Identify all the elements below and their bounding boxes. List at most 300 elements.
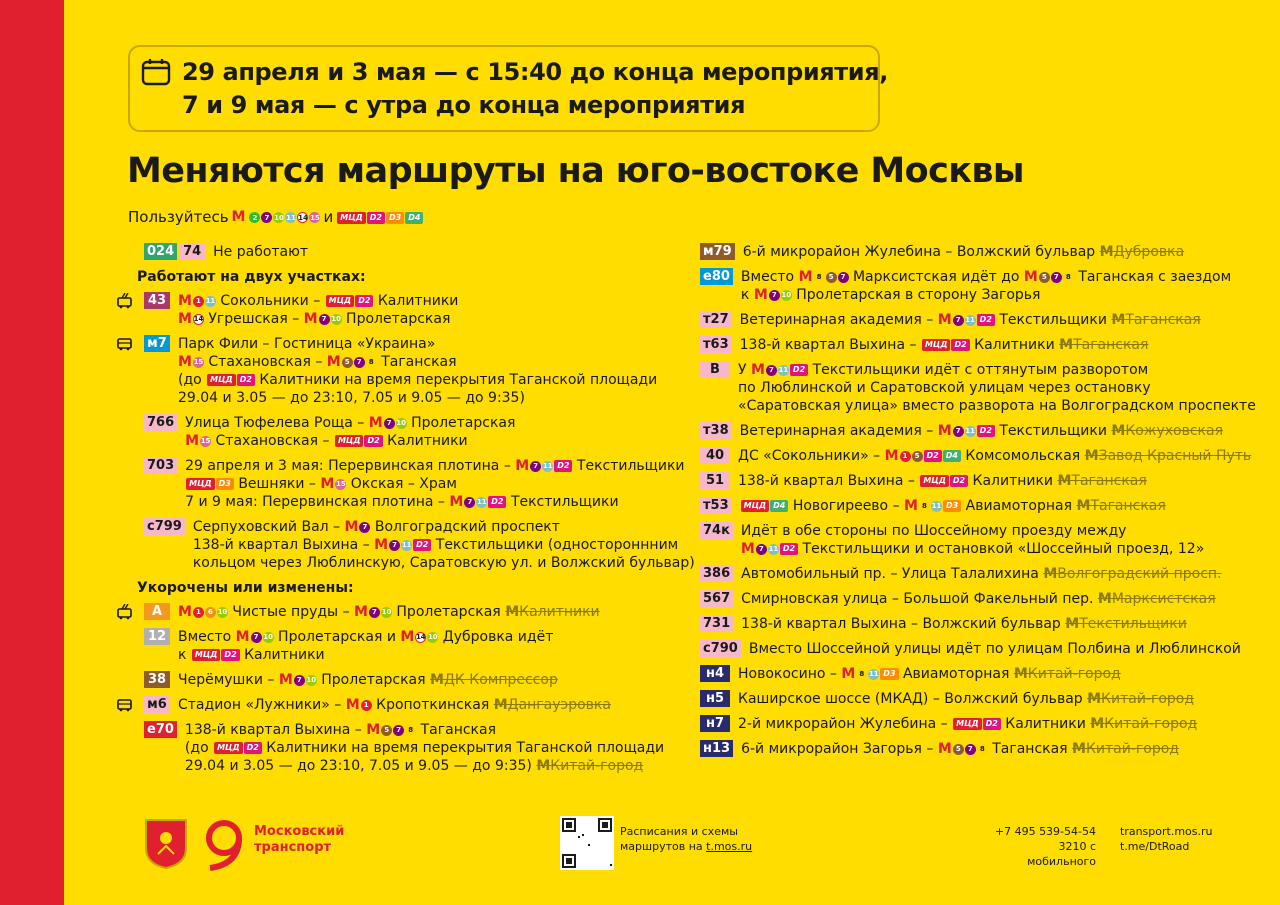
metro-line-11-icon: 11 xyxy=(965,427,976,435)
metro-line-8-icon: 8 xyxy=(1063,272,1074,283)
metro-line-10-icon: 10 xyxy=(306,676,317,684)
route-line: (до МЦД D2 Калитники на время перекрытия Таганской площади xyxy=(178,372,658,388)
mcd-d2-icon: D2 xyxy=(355,295,373,307)
route-row xyxy=(698,522,1273,558)
red-side-band xyxy=(0,0,64,905)
route-badge: В xyxy=(700,361,730,378)
route-line: Идёт в обе стороны по Шоссейному проезду между xyxy=(740,523,1127,539)
route-row xyxy=(698,472,1273,490)
route-badge: т63 xyxy=(700,336,732,353)
metro-line-5-icon: 5 xyxy=(826,272,837,283)
route-badge: 74к xyxy=(700,522,733,539)
metro-logo-icon: M xyxy=(937,312,952,328)
route-row xyxy=(116,721,696,775)
section-shortened: Укорочены или изменены: xyxy=(137,580,354,596)
mcd-d2-icon: D2 xyxy=(790,364,808,376)
metro-line-11-icon: 11 xyxy=(868,670,879,678)
route-line: M 15 Стахановская – МЦД D2 Калитники xyxy=(185,433,468,449)
tmos-link[interactable]: t.mos.ru xyxy=(706,840,753,853)
route-description xyxy=(741,590,1273,608)
mcd-d2-icon: D2 xyxy=(367,212,385,224)
route-badge: м79 xyxy=(700,243,735,260)
route-description xyxy=(741,615,1273,633)
route-badge: е70 xyxy=(144,721,177,738)
route-badge: н5 xyxy=(700,690,730,707)
metro-line-7-icon: 7 xyxy=(1051,272,1062,283)
route-line: 138-й квартал Выхина – МЦД D2 Калитники MТаганская xyxy=(738,473,1147,489)
trolleybus-icon xyxy=(116,293,134,309)
metro-line-11-icon: 11 xyxy=(401,541,412,549)
mcd-d2-icon: D2 xyxy=(950,475,968,487)
route-badge-024: 024 xyxy=(144,243,177,260)
cancelled-stop: Кожуховская xyxy=(1125,423,1224,439)
metro-line-7-icon: 7 xyxy=(319,314,330,325)
metro-logo-icon: M xyxy=(753,287,768,303)
cancelled-stop: Марксистская xyxy=(1111,591,1216,607)
metro-line-7-icon: 7 xyxy=(953,315,964,326)
date-line-1: 29 апреля и 3 мая — с 15:40 до конца мероприятия, xyxy=(182,58,888,86)
moscow-transport-logo-icon xyxy=(200,818,246,872)
mcd-d4-icon: D4 xyxy=(770,500,788,512)
route-description xyxy=(193,518,696,572)
metro-logo-icon: M xyxy=(235,629,250,645)
metro-line-15-icon: 15 xyxy=(200,437,211,445)
cancelled-stop: Китай-город xyxy=(1101,691,1195,707)
metro-logo-icon: M xyxy=(493,697,508,713)
metro-logo-icon: M xyxy=(1097,591,1112,607)
route-badge: 731 xyxy=(700,615,733,632)
metro-line-8-icon: 8 xyxy=(856,669,867,680)
metro-line-7-icon: 7 xyxy=(294,675,305,686)
route-badge: 51 xyxy=(700,472,730,489)
route-row xyxy=(698,690,1273,708)
calendar-icon xyxy=(141,57,171,87)
metro-logo-icon: M xyxy=(1065,616,1080,632)
mcd-d2-icon: D2 xyxy=(924,450,942,462)
mcd-d3-icon: D3 xyxy=(216,478,234,490)
metro-logo-icon: M xyxy=(798,269,813,285)
route-badge: 386 xyxy=(700,565,733,582)
metro-line-5-icon: 5 xyxy=(953,744,964,755)
metro-logo-icon: M xyxy=(1111,312,1126,328)
metro-logo-icon: M xyxy=(303,311,318,327)
section-two-parts: Работают на двух участках: xyxy=(137,269,366,285)
route-badge: 766 xyxy=(144,414,177,431)
mcd-d2-icon: D2 xyxy=(364,435,382,447)
metro-line-14-icon: 14 xyxy=(298,213,308,222)
metro-logo-icon: M xyxy=(178,311,192,327)
metro-logo-icon: M xyxy=(400,629,415,645)
qr-line-1: Расписания и схемы xyxy=(620,825,738,838)
metro-line-7-icon: 7 xyxy=(756,544,767,555)
metro-logo-icon: M xyxy=(904,498,918,514)
route-description xyxy=(178,603,696,621)
metro-logo-icon: M xyxy=(841,666,856,682)
mcd-мцд-icon: МЦД xyxy=(186,478,215,490)
metro-logo-icon: M xyxy=(1072,741,1086,757)
metro-line-10-icon: 10 xyxy=(263,633,273,641)
route-description xyxy=(178,671,696,689)
mcd-мцд-icon: МЦД xyxy=(337,212,366,224)
route-row xyxy=(698,715,1273,733)
metro-line-1-icon: 1 xyxy=(193,296,204,307)
metro-line-1-icon: 1 xyxy=(361,700,372,711)
phone-block xyxy=(988,824,1096,869)
route-description xyxy=(738,361,1273,415)
trolleybus-icon xyxy=(116,604,134,620)
metro-line-7-icon: 7 xyxy=(359,522,370,533)
route-line: M 1 11 Сокольники – МЦД D2 Калитники xyxy=(178,293,459,309)
metro-line-11-icon: 11 xyxy=(476,498,487,506)
metro-line-7-icon: 7 xyxy=(369,607,380,618)
left-routes-list xyxy=(116,292,696,572)
metro-logo-icon: M xyxy=(1099,244,1114,260)
route-line: 29 апреля и 3 мая: Перервинская плотина – M 7 11 D2 Текстильщики xyxy=(185,458,685,474)
mcd-d4-icon: D4 xyxy=(405,212,423,224)
mcd-d2-icon: D2 xyxy=(780,543,798,555)
route-row xyxy=(698,640,1273,658)
metro-line-15-icon: 15 xyxy=(310,213,320,222)
route-line: к M 7 10 Пролетарская в сторону Загорья xyxy=(740,287,1041,303)
metro-line-2-icon: 2 xyxy=(249,212,260,223)
route-row xyxy=(698,361,1273,415)
route-row xyxy=(116,696,696,714)
mcd-d2-icon: D2 xyxy=(983,718,1001,730)
route-description xyxy=(185,414,696,450)
use-and: и xyxy=(323,208,334,226)
metro-line-7-icon: 7 xyxy=(261,212,272,223)
cancelled-stop: Китай-город xyxy=(1085,741,1179,757)
not-running-text: Не работают xyxy=(213,244,309,260)
route-line: кольцом через Люблинскую, Саратовскую ул. и Волжский бульвар) xyxy=(192,555,695,571)
route-description xyxy=(738,665,1273,683)
metro-line-5-icon: 5 xyxy=(912,451,923,462)
qr-code-icon xyxy=(560,816,614,870)
route-description xyxy=(178,696,696,714)
route-line: 2-й микрорайон Жулебина – МЦД D2 Калитники MКитай-город xyxy=(738,716,1198,732)
mcd-мцд-icon: МЦД xyxy=(214,742,243,754)
route-row xyxy=(116,414,696,450)
brand-line-2: транспорт xyxy=(254,840,332,855)
metro-line-14-icon: 14 xyxy=(415,633,426,641)
metro-line-1-icon: 1 xyxy=(193,607,204,618)
qr-line-2: маршрутов на t.mos.ru xyxy=(620,840,753,853)
route-line: Стадион «Лужники» – M 1 Кропоткинская MДангауэровка xyxy=(178,697,611,713)
route-description xyxy=(740,422,1273,440)
route-row xyxy=(116,518,696,572)
right-column xyxy=(698,243,1273,765)
route-row xyxy=(698,336,1273,354)
route-line: M 7 11 D2 Текстильщики и остановкой «Шоссейный проезд, 12» xyxy=(740,541,1205,557)
date-line-2: 7 и 9 мая — с утра до конца мероприятия xyxy=(182,91,746,119)
cancelled-stop: Дубровка xyxy=(1113,244,1185,260)
metro-line-15-icon: 15 xyxy=(335,480,346,488)
route-line: Смирновская улица – Большой Факельный пер. MМарксистская xyxy=(741,591,1216,607)
metro-line-8-icon: 8 xyxy=(405,725,416,736)
metro-line-7-icon: 7 xyxy=(769,290,780,301)
metro-line-10-icon: 10 xyxy=(381,608,392,616)
route-badge: 40 xyxy=(700,447,730,464)
metro-line-5-icon: 5 xyxy=(342,357,353,368)
metro-logo-icon: M xyxy=(937,741,952,757)
metro-logo-icon: M xyxy=(278,672,293,688)
metro-line-7-icon: 7 xyxy=(766,365,777,376)
cancelled-stop: Дангауэровка xyxy=(507,697,611,713)
metro-logo-icon: M xyxy=(354,604,368,620)
route-badge-74: 74 xyxy=(179,243,205,260)
mcd-d2-icon: D2 xyxy=(977,314,995,326)
metro-logo-icon: M xyxy=(1084,448,1099,464)
route-line: МЦД D3 Вешняки – M 15 Окская – Храм xyxy=(185,475,696,493)
metro-logo-icon: M xyxy=(430,672,444,688)
mcd-мцд-icon: МЦД xyxy=(741,500,770,512)
metro-line-7-icon: 7 xyxy=(838,272,849,283)
metro-line-11-icon: 11 xyxy=(205,297,216,305)
route-line: 6-й микрорайон Загорья – M 5 7 8 Таганская MКитай-город xyxy=(741,741,1179,757)
cancelled-stop: Китай-город xyxy=(550,758,644,774)
mcd-d2-icon: D2 xyxy=(237,374,255,386)
mcd-мцд-icon: МЦД xyxy=(326,295,355,307)
cancelled-stop: Волгоградский просп. xyxy=(1057,566,1222,582)
route-line: У M 7 11 D2 Текстильщики идёт с оттянутым разворотом xyxy=(738,362,1149,378)
route-line: Каширское шоссе (МКАД) – Волжский бульвар MКитай-город xyxy=(738,691,1195,707)
mcd-мцд-icon: МЦД xyxy=(953,718,982,730)
metro-line-14-icon: 14 xyxy=(193,315,204,323)
metro-line-11-icon: 11 xyxy=(778,366,789,374)
route-badge: н13 xyxy=(700,740,733,757)
metro-line-7-icon: 7 xyxy=(251,632,262,643)
route-badge: е80 xyxy=(700,268,733,285)
route-line: 29.04 и 3.05 — до 23:10, 7.05 и 9.05 — до 9:35) MКитай-город xyxy=(184,758,644,774)
mcd-d3-icon: D3 xyxy=(880,668,898,680)
metro-line-7-icon: 7 xyxy=(393,725,404,736)
metro-logo-icon: M xyxy=(326,354,341,370)
route-row xyxy=(698,311,1273,329)
cancelled-stop: Китай-город xyxy=(1104,716,1198,732)
route-description xyxy=(740,311,1273,329)
route-description xyxy=(178,335,696,407)
route-line: Вместо Шоссейной улицы идёт по улицам Полбина и Люблинской xyxy=(748,641,1241,657)
route-description xyxy=(741,565,1273,583)
metro-line-15-icon: 15 xyxy=(193,358,204,366)
metro-logo-icon: M xyxy=(740,541,755,557)
route-row xyxy=(698,565,1273,583)
route-description xyxy=(738,447,1273,465)
metro-line-7-icon: 7 xyxy=(389,540,400,551)
footer xyxy=(64,810,1280,880)
mcd-d2-icon: D2 xyxy=(977,425,995,437)
route-description xyxy=(741,268,1273,304)
metro-line-11-icon: 11 xyxy=(965,316,976,324)
route-badge: т27 xyxy=(700,311,732,328)
metro-logo-icon: M xyxy=(1087,691,1102,707)
route-description xyxy=(741,740,1273,758)
moscow-coat-of-arms-icon xyxy=(144,818,188,870)
route-description xyxy=(740,336,1273,354)
metro-line-6-icon: 6 xyxy=(205,607,216,618)
site-block xyxy=(1120,824,1213,854)
route-line: 29.04 и 3.05 — до 23:10, 7.05 и 9.05 — до 9:35) xyxy=(178,390,525,406)
metro-line-10-icon: 10 xyxy=(781,291,792,299)
route-line: Черёмушки – M 7 10 Пролетарская MДК Компрессор xyxy=(178,672,558,688)
metro-logo-icon: M xyxy=(185,433,200,449)
mcd-мцд-icon: МЦД xyxy=(192,649,221,661)
metro-line-11-icon: 11 xyxy=(286,213,296,222)
route-description xyxy=(741,522,1273,558)
mcd-d2-icon: D2 xyxy=(951,339,969,351)
mcd-мцд-icon: МЦД xyxy=(922,339,951,351)
metro-line-11-icon: 11 xyxy=(931,502,942,510)
phone-number[interactable]: +7 495 539-54-54 xyxy=(994,825,1096,838)
metro-line-8-icon: 8 xyxy=(366,357,377,368)
route-line: 138-й квартал Выхина – M 5 7 8 Таганская xyxy=(184,722,496,738)
qr-text xyxy=(620,824,752,854)
metro-logo-icon: M xyxy=(366,722,381,738)
metro-logo-icon: M xyxy=(937,423,952,439)
cancelled-stop: Китай-город xyxy=(1027,666,1121,682)
route-badge: 703 xyxy=(144,457,177,474)
route-line: Вместо M 8 5 7 Марксистская идёт до M 5 7 8 Таганская с заездом xyxy=(740,269,1232,285)
route-badge: м7 xyxy=(144,335,170,352)
cancelled-stop: Текстильщики xyxy=(1079,616,1187,632)
cancelled-stop: Таганская xyxy=(1073,337,1149,353)
mcd-lines-group xyxy=(336,208,423,226)
use-prefix: Пользуйтесь xyxy=(128,208,229,226)
route-description xyxy=(178,292,696,328)
route-description xyxy=(185,457,696,511)
mcd-d2-icon: D2 xyxy=(554,460,572,472)
route-description xyxy=(738,690,1273,708)
route-badge: А xyxy=(144,603,170,620)
metro-logo-icon: M xyxy=(449,494,464,510)
brand-name xyxy=(254,824,344,856)
use-line xyxy=(128,208,423,226)
metro-logo-icon: M xyxy=(178,604,192,620)
metro-line-5-icon: 5 xyxy=(381,725,392,736)
headline: Меняются маршруты на юго-востоке Москвы xyxy=(127,151,1024,191)
route-line: «Саратовская улица» вместо разворота на Волгоградском проспекте xyxy=(738,398,1256,414)
route-line: M 14 Угрешская – M 7 10 Пролетарская xyxy=(178,311,451,327)
metro-logo-icon: M xyxy=(1057,473,1072,489)
cancelled-stop: Завод Красный Путь xyxy=(1098,448,1252,464)
route-badge: с799 xyxy=(144,518,185,535)
bus-icon xyxy=(116,697,134,713)
route-badge: м6 xyxy=(144,696,170,713)
route-row xyxy=(698,497,1273,515)
route-row xyxy=(116,628,696,664)
route-line: M 1 6 10 Чистые пруды – M 7 10 Пролетарская MКалитники xyxy=(178,604,600,620)
route-row xyxy=(116,292,696,328)
metro-lines-group xyxy=(248,208,320,226)
route-badge: 43 xyxy=(144,292,170,309)
route-line: Автомобильный пр. – Улица Талалихина MВолгоградский просп. xyxy=(741,566,1222,582)
cancelled-stop: Таганская xyxy=(1125,312,1201,328)
mcd-d2-icon: D2 xyxy=(413,539,431,551)
metro-logo-icon: M xyxy=(368,415,383,431)
metro-logo-icon: M xyxy=(344,519,359,535)
metro-logo-icon: M xyxy=(1090,716,1105,732)
cancelled-stop: Калитники xyxy=(519,604,600,620)
route-row xyxy=(116,457,696,511)
metro-line-7-icon: 7 xyxy=(965,744,976,755)
metro-line-7-icon: 7 xyxy=(464,497,475,508)
route-badge: 567 xyxy=(700,590,733,607)
bus-icon xyxy=(116,336,134,352)
mcd-мцд-icon: МЦД xyxy=(920,475,949,487)
mcd-d4-icon: D4 xyxy=(943,450,961,462)
metro-line-10-icon: 10 xyxy=(274,213,284,222)
route-line: Ветеринарная академия – M 7 11 D2 Текстильщики MТаганская xyxy=(739,312,1201,328)
metro-logo-icon: M xyxy=(1013,666,1028,682)
metro-logo-icon: M xyxy=(750,362,765,378)
route-row xyxy=(698,590,1273,608)
route-row xyxy=(698,665,1273,683)
cancelled-stop: Таганская xyxy=(1090,498,1166,514)
route-row xyxy=(698,740,1273,758)
left-shortened-list xyxy=(116,603,696,775)
route-badge: т38 xyxy=(700,422,732,439)
route-line: ДС «Сокольники» – M 1 5 D2 D4 Комсомольская MЗавод Красный Путь xyxy=(738,448,1252,464)
cancelled-stop: Таганская xyxy=(1071,473,1147,489)
metro-logo-icon: M xyxy=(1043,566,1058,582)
metro-line-7-icon: 7 xyxy=(354,357,365,368)
metro-logo-icon: M xyxy=(1111,423,1126,439)
mcd-d3-icon: D3 xyxy=(386,212,404,224)
mcd-d2-icon: D2 xyxy=(488,496,506,508)
mobile-number: 3210 с мобильного xyxy=(1027,840,1096,868)
route-row xyxy=(116,603,696,621)
metro-logo-icon: M xyxy=(515,458,530,474)
route-row xyxy=(698,268,1273,304)
left-column xyxy=(116,243,696,782)
mcd-мцд-icon: МЦД xyxy=(207,374,236,386)
route-line: Серпуховский Вал – M 7 Волгоградский проспект xyxy=(192,519,560,535)
route-description xyxy=(738,715,1273,733)
date-box xyxy=(128,45,888,132)
metro-line-8-icon: 8 xyxy=(977,744,988,755)
route-line: Улица Тюфелева Роща – M 7 10 Пролетарская xyxy=(185,415,516,431)
metro-logo-icon: M xyxy=(1023,269,1038,285)
route-badge: н4 xyxy=(700,665,730,682)
route-line: 7 и 9 мая: Перервинская плотина – M 7 11 D2 Текстильщики xyxy=(185,494,619,510)
route-line: к МЦД D2 Калитники xyxy=(178,647,325,663)
brand-line-1: Московский xyxy=(254,824,345,839)
right-routes-list xyxy=(698,243,1273,758)
metro-line-10-icon: 10 xyxy=(217,608,228,616)
route-description xyxy=(740,497,1273,515)
telegram-link[interactable]: t.me/DtRoad xyxy=(1120,840,1190,853)
route-row xyxy=(698,615,1273,633)
metro-logo-icon: M xyxy=(345,697,360,713)
route-line: 138-й квартал Выхина – Волжский бульвар MТекстильщики xyxy=(741,616,1187,632)
mcd-d3-icon: D3 xyxy=(943,500,961,512)
route-line: 138-й квартал Выхина – МЦД D2 Калитники MТаганская xyxy=(739,337,1149,353)
metro-logo-icon: M xyxy=(1059,337,1074,353)
metro-logo-icon: M xyxy=(178,354,192,370)
poster xyxy=(64,0,1280,905)
route-description xyxy=(743,243,1273,261)
route-badge: с790 xyxy=(700,640,741,657)
route-line: 6-й микрорайон Жулебина – Волжский бульвар MДубровка xyxy=(742,244,1185,260)
route-badge: 38 xyxy=(144,671,170,688)
metro-logo-icon: M xyxy=(178,293,192,309)
route-line: Ветеринарная академия – M 7 11 D2 Текстильщики MКожуховская xyxy=(739,423,1224,439)
metro-logo-icon: M xyxy=(1076,498,1091,514)
metro-logo-icon: M xyxy=(884,448,899,464)
route-row xyxy=(698,447,1273,465)
route-line: Новокосино – M 8 11 D3 Авиамоторная MКитай-город xyxy=(738,666,1121,682)
site-link[interactable]: transport.mos.ru xyxy=(1120,825,1213,838)
